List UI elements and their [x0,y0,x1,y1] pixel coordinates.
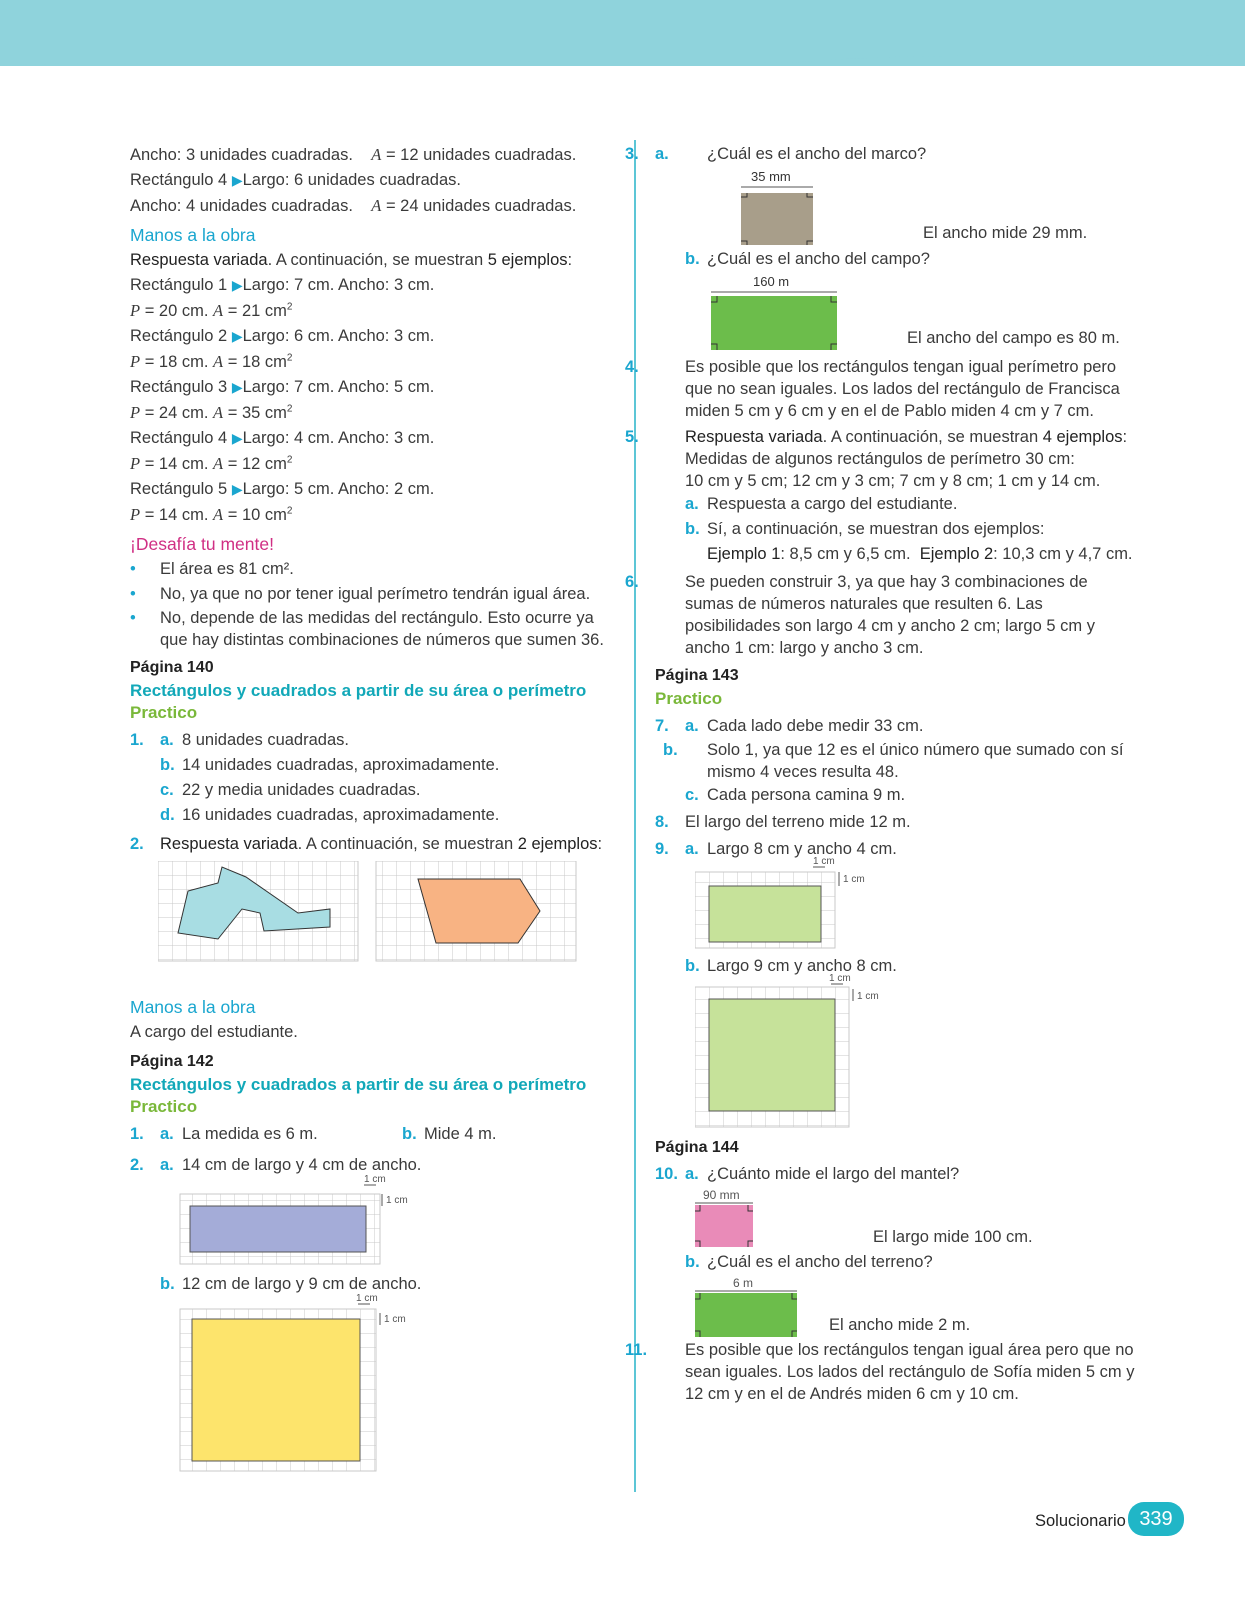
svg-text:1 cm: 1 cm [829,973,851,984]
rect-figure-b [178,1291,458,1473]
svg-text:6 m: 6 m [733,1276,754,1290]
footer-label: Solucionario [1035,1512,1126,1530]
text-line: P = 14 cm. A = 10 $cm^2$ [130,505,293,524]
arrow-icon: ▶ [231,277,243,293]
polygon-examples [158,861,618,971]
text-line: Ejemplo 1: 8,5 cm y 6,5 cm. Ejemplo 2: 10,3 cm y 4,7 cm. [707,545,1133,563]
question-item: 3. a. ¿Cuál es el ancho del marco? [625,145,927,163]
bullet-item: • El área es 81 cm². [130,557,610,582]
figure-row [655,272,1135,352]
question-item: 9. a. Largo 8 cm y ancho 4 cm. [655,840,897,858]
text-line: 10 cm y 5 cm; 12 cm y 3 cm; 7 cm y 8 cm; 1 cm y 14 cm. [685,472,1101,490]
bullet-icon: • [130,560,136,578]
frame-figure [715,167,915,247]
question-item: c. Cada persona camina 9 m. [685,786,906,804]
svg-text:1 cm: 1 cm [857,991,879,1002]
page-ref: Página 143 [655,667,739,684]
text-line: A cargo del estudiante. [130,1023,298,1041]
svg-text:1 cm: 1 cm [384,1314,406,1325]
rect-figure-a [178,1172,438,1268]
topic-title: Rectángulos y cuadrados a partir de su área o perímetro [130,681,587,700]
bullet-item: • No, ya que no por tener igual perímetro tendrán igual área. [130,582,610,607]
svg-text:1 cm: 1 cm [813,856,835,867]
rectangle-list [130,273,610,528]
text-line: P = 24 cm. A = 35 $cm^2$ [130,403,293,422]
question-item: d. 16 unidades cuadradas, aproximadamente. [160,806,500,824]
top-band [0,0,1245,66]
question-item: b. ¿Cuál es el ancho del campo? [685,250,930,268]
svg-text:90 mm: 90 mm [703,1188,740,1202]
question-item: 10. a. ¿Cuánto mide el largo del mantel? [655,1165,960,1183]
text-line: Rectángulo 1 ▶Largo: 7 cm. Ancho: 3 cm. [130,276,435,294]
question-item: b. Largo 9 cm y ancho 8 cm. [685,957,897,975]
text-line: Ancho: 3 unidades cuadradas. A = 12 unidades cuadradas. [130,145,577,164]
text-line: P = 14 cm. A = 12 $cm^2$ [130,454,293,473]
page-ref: Página 142 [130,1053,214,1070]
section-heading: Manos a la obra [130,997,256,1017]
yellow-rectangle [192,1319,360,1461]
question-item: b. 14 unidades cuadradas, aproximadamente. [160,756,500,774]
text-line: Rectángulo 3 ▶Largo: 7 cm. Ancho: 5 cm. [130,378,435,396]
page-ref: Página 140 [130,659,214,676]
answer-text: El largo mide 100 cm. [873,1228,1033,1246]
figure-row [655,167,1135,247]
question-item: b. 12 cm de largo y 9 cm de ancho. [160,1275,422,1293]
text-line: Rectángulo 4 ▶Largo: 4 cm. Ancho: 3 cm. [130,429,435,447]
bullet-item: • No, depende de las medidas del rectángulo. Esto ocurre ya que hay distintas combinaciones de números que sumen 36. [130,609,604,649]
left-column [130,142,610,1477]
arrow-icon: ▶ [231,172,243,188]
section-heading: Manos a la obra [130,225,256,245]
question-item: 8. El largo del terreno mide 12 m. [655,813,911,831]
text-line: Ancho: 4 unidades cuadradas. A = 24 unidades cuadradas. [130,196,577,215]
terrain-rectangle [695,1293,797,1337]
rect-figure-9b [695,971,935,1131]
frame-rectangle [741,193,813,245]
question-item: c. 22 y media unidades cuadradas. [160,781,421,799]
svg-text:1 cm: 1 cm [843,874,865,885]
question-item: a. Respuesta a cargo del estudiante. [685,495,958,513]
arrow-icon: ▶ [231,328,243,344]
terrain-figure [693,1275,843,1339]
page-ref: Página 144 [655,1139,739,1156]
topic-title: Rectángulos y cuadrados a partir de su área o perímetro [130,1075,587,1094]
challenge-heading: ¡Desafía tu mente! [130,534,274,554]
question-item: 1. a. 8 unidades cuadradas. [130,731,349,749]
green-square [709,999,835,1111]
field-rectangle [711,296,837,350]
answer-text: El ancho mide 2 m. [829,1316,971,1334]
svg-text:1 cm: 1 cm [386,1195,408,1206]
figure-row [655,1187,1135,1250]
question-item: 5. Respuesta variada. A continuación, se muestran 4 ejemplos: [625,428,1128,446]
question-item: b. Sí, a continuación, se muestran dos ejemplos: [685,520,1045,538]
question-item: 2. Respuesta variada. A continuación, se muestran 2 ejemplos: [130,835,603,853]
column-divider [634,140,636,1492]
rect-figure-9a [695,854,935,950]
blue-rectangle [190,1206,366,1252]
bullet-icon: • [130,609,136,627]
green-rectangle [709,886,821,942]
text-line: Medidas de algunos rectángulos de perímetro 30 cm: [685,450,1075,468]
arrow-icon: ▶ [231,430,243,446]
text-line: Rectángulo 2 ▶Largo: 6 cm. Ancho: 3 cm. [130,327,435,345]
question-item: 11. Es posible que los rectángulos tengan igual área pero que no sean iguales. Los lados del rectángulo de Sofía miden 5 cm y 12 cm y en el de Andrés miden 6 cm y 10 cm. [625,1341,1135,1403]
arrow-icon: ▶ [231,379,243,395]
field-figure [707,272,907,352]
svg-text:1 cm: 1 cm [356,1293,378,1304]
bullet-icon: • [130,585,136,603]
question-item: 7. a. Cada lado debe medir 33 cm. [655,717,924,735]
text-line: Rectángulo 5 ▶Largo: 5 cm. Ancho: 2 cm. [130,480,435,498]
text-line: P = 20 cm. A = 21 $cm^2$ [130,301,293,320]
practice-heading: Practico [130,1097,198,1116]
arrow-icon: ▶ [231,481,243,497]
right-column [625,142,1135,1405]
question-item: 6. Se pueden construir 3, ya que hay 3 combinaciones de sumas de números naturales que resulten 6. Las posibilidades son largo 4 cm y ancho 2 cm; largo 5 cm y ancho 1 cm: largo y ancho 3 cm. [625,573,1095,657]
practice-heading: Practico [655,689,723,708]
text-line: Respuesta variada. A continuación, se muestran 5 ejemplos: [130,251,573,269]
answer-text: El ancho del campo es 80 m. [907,329,1120,347]
question-item: 1. a. La medida es 6 m. b. Mide 4 m. [130,1125,497,1143]
tablecloth-figure [693,1187,843,1249]
question-item: 4. Es posible que los rectángulos tengan igual perímetro pero que no sean iguales. Los lados del rectángulo de Francisca miden 5 cm y 6 cm y en el de Pablo miden 4 cm y 7 cm. [625,358,1120,420]
orange-polygon [418,879,540,943]
question-item: b. Solo 1, ya que 12 es el único número que sumado con sí mismo 4 veces resulta 48. [663,741,1124,781]
svg-text:160 m: 160 m [753,274,790,289]
tablecloth-rectangle [695,1205,753,1247]
figure-row [655,1275,1135,1339]
question-item: b. ¿Cuál es el ancho del terreno? [685,1253,933,1271]
svg-text:35 mm: 35 mm [751,169,791,184]
page-number: 339 [1128,1502,1184,1536]
torn-edge [0,40,1245,70]
text-line: Rectángulo 4 ▶Largo: 6 unidades cuadradas. [130,171,461,189]
answer-text: El ancho mide 29 mm. [923,224,1088,242]
svg-text:1 cm: 1 cm [364,1174,386,1185]
text-line: P = 18 cm. A = 18 $cm^2$ [130,352,293,371]
practice-heading: Practico [130,703,198,722]
question-item: 2. a. 14 cm de largo y 4 cm de ancho. [130,1156,422,1174]
